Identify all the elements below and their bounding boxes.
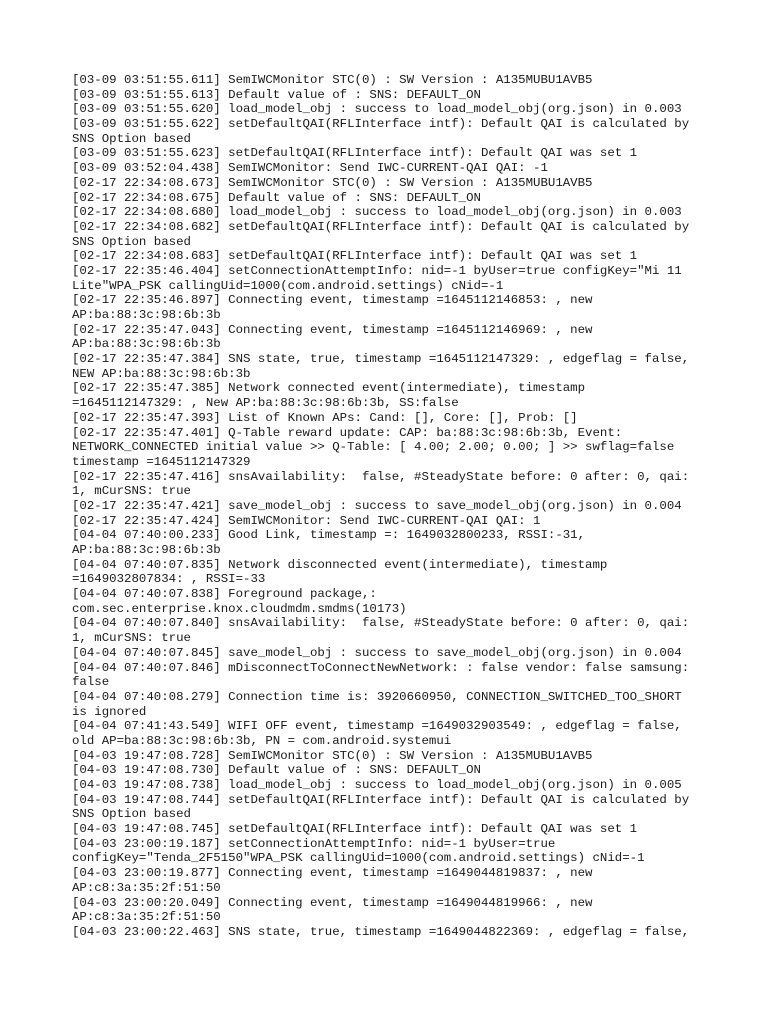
log-line: [02-17 22:34:08.680] load_model_obj : success to load_model_obj(org.json) in 0.003	[72, 205, 682, 220]
log-line: [02-17 22:34:08.675] Default value of : SNS: DEFAULT_ON	[72, 190, 481, 205]
log-line: [03-09 03:51:55.623] setDefaultQAI(RFLInterface intf): Default QAI was set 1	[72, 146, 638, 161]
log-line: [03-09 03:51:55.613] Default value of : SNS: DEFAULT_ON	[72, 87, 481, 102]
log-line: SNS Option based	[72, 807, 191, 822]
log-line: is ignored	[72, 704, 147, 719]
log-line: AP:c8:3a:35:2f:51:50	[72, 880, 221, 895]
log-line: [02-17 22:35:46.897] Connecting event, timestamp =1645112146853: , new	[72, 293, 593, 308]
log-line: [03-09 03:51:55.611] SemIWCMonitor STC(0) : SW Version : A135MUBU1AVB5	[72, 73, 593, 87]
log-line: =1649032807834: , RSSI=-33	[72, 572, 266, 587]
log-line: =1645112147329: , New AP:ba:88:3c:98:6b:3b, SS:false	[72, 396, 459, 411]
log-line: NETWORK_CONNECTED initial value >> Q-Table: [ 4.00; 2.00; 0.00; ] >> swflag=false	[72, 440, 675, 455]
log-line: NEW AP:ba:88:3c:98:6b:3b	[72, 366, 251, 381]
log-line: [04-04 07:40:07.846] mDisconnectToConnectNewNetwork: : false vendor: false samsung:	[72, 660, 690, 675]
log-line: [02-17 22:35:47.393] List of Known APs: Cand: [], Core: [], Prob: []	[72, 410, 578, 425]
log-line: configKey="Tenda_2F5150"WPA_PSK callingUid=1000(com.android.settings) cNid=-1	[72, 851, 645, 866]
log-line: [02-17 22:35:47.384] SNS state, true, timestamp =1645112147329: , edgeflag = false,	[72, 352, 690, 367]
log-line: [02-17 22:34:08.682] setDefaultQAI(RFLInterface intf): Default QAI is calculated by	[72, 219, 690, 234]
log-line: [04-03 19:47:08.738] load_model_obj : success to load_model_obj(org.json) in 0.005	[72, 778, 682, 792]
log-line: [03-09 03:51:55.622] setDefaultQAI(RFLInterface intf): Default QAI is calculated by	[72, 117, 690, 132]
log-line: [04-04 07:40:08.279] Connection time is: 3920660950, CONNECTION_SWITCHED_TOO_SHORT	[72, 689, 682, 704]
log-line: [04-03 23:00:22.463] SNS state, true, timestamp =1649044822369: , edgeflag = false,	[72, 924, 690, 939]
log-line: [04-03 23:00:20.049] Connecting event, timestamp =1649044819966: , new	[72, 895, 593, 910]
log-line: [04-03 23:00:19.877] Connecting event, timestamp =1649044819837: , new	[72, 866, 593, 881]
log-line: [02-17 22:35:47.043] Connecting event, timestamp =1645112146969: , new	[72, 322, 593, 337]
log-line: [02-17 22:35:47.421] save_model_obj : success to save_model_obj(org.json) in 0.004	[72, 498, 682, 513]
log-line: SNS Option based	[72, 234, 191, 249]
log-line: [04-03 19:47:08.744] setDefaultQAI(RFLInterface intf): Default QAI is calculated by	[72, 792, 690, 807]
log-line: [04-04 07:40:07.835] Network disconnected event(intermediate), timestamp	[72, 557, 608, 572]
log-line: timestamp =1645112147329	[72, 454, 251, 469]
log-line: 1, mCurSNS: true	[72, 631, 191, 646]
log-line: false	[72, 675, 110, 690]
log-line: [03-09 03:52:04.438] SemIWCMonitor: Send IWC-CURRENT-QAI QAI: -1	[72, 161, 548, 176]
log-line: [02-17 22:34:08.683] setDefaultQAI(RFLInterface intf): Default QAI was set 1	[72, 249, 638, 264]
log-line: [02-17 22:35:47.385] Network connected event(intermediate), timestamp	[72, 381, 586, 396]
log-line: old AP=ba:88:3c:98:6b:3b, PN = com.android.systemui	[72, 733, 452, 748]
log-line: [04-03 19:47:08.745] setDefaultQAI(RFLInterface intf): Default QAI was set 1	[72, 822, 638, 837]
log-line: SNS Option based	[72, 131, 191, 146]
log-line: [02-17 22:35:47.416] snsAvailability: false, #SteadyState before: 0 after: 0, qai:	[72, 469, 690, 484]
log-line: [04-03 23:00:19.187] setConnectionAttemptInfo: nid=-1 byUser=true	[72, 836, 556, 851]
log-line: AP:ba:88:3c:98:6b:3b	[72, 543, 221, 557]
log-line: 1, mCurSNS: true	[72, 484, 191, 499]
log-line: Lite"WPA_PSK callingUid=1000(com.android.settings) cNid=-1	[72, 278, 504, 293]
log-line: AP:ba:88:3c:98:6b:3b	[72, 337, 221, 352]
log-line: [04-04 07:40:07.840] snsAvailability: false, #SteadyState before: 0 after: 0, qai:	[72, 616, 690, 631]
log-line: [02-17 22:34:08.673] SemIWCMonitor STC(0) : SW Version : A135MUBU1AVB5	[72, 175, 593, 190]
log-line: [04-04 07:40:00.233] Good Link, timestamp =: 1649032800233, RSSI:-31,	[72, 528, 586, 543]
log-line: [03-09 03:51:55.620] load_model_obj : success to load_model_obj(org.json) in 0.003	[72, 102, 682, 117]
log-line: com.sec.enterprise.knox.cloudmdm.smdms(10173)	[72, 601, 407, 616]
log-line: [04-03 19:47:08.728] SemIWCMonitor STC(0) : SW Version : A135MUBU1AVB5	[72, 748, 593, 763]
log-line: [04-04 07:40:07.838] Foreground package,:	[72, 587, 377, 602]
log-line: AP:ba:88:3c:98:6b:3b	[72, 308, 221, 322]
log-line: AP:c8:3a:35:2f:51:50	[72, 910, 221, 925]
log-line: [02-17 22:35:47.424] SemIWCMonitor: Send IWC-CURRENT-QAI QAI: 1	[72, 513, 541, 528]
log-text-block	[72, 73, 702, 940]
log-line: [04-04 07:41:43.549] WIFI OFF event, timestamp =1649032903549: , edgeflag = false,	[72, 719, 682, 734]
log-line: [02-17 22:35:47.401] Q-Table reward update: CAP: ba:88:3c:98:6b:3b, Event:	[72, 425, 623, 440]
log-line: [04-03 19:47:08.730] Default value of : SNS: DEFAULT_ON	[72, 763, 481, 778]
log-line: [02-17 22:35:46.404] setConnectionAttemptInfo: nid=-1 byUser=true configKey="Mi 11	[72, 263, 682, 278]
log-line: [04-04 07:40:07.845] save_model_obj : success to save_model_obj(org.json) in 0.004	[72, 645, 682, 660]
